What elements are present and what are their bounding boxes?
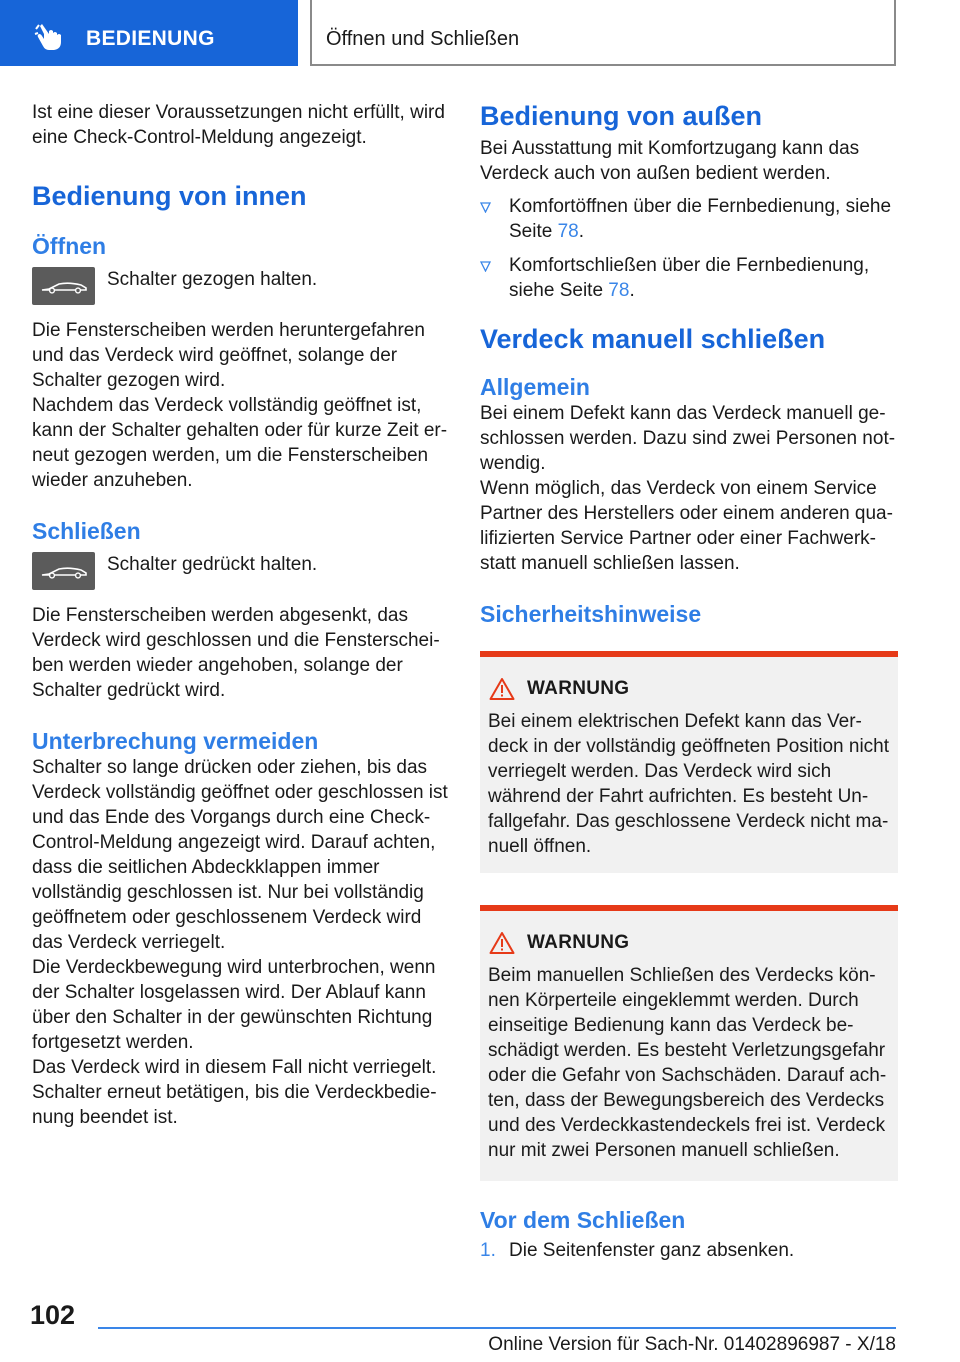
close-switch-row	[32, 552, 450, 590]
triangle-bullet-icon	[480, 202, 491, 213]
list-item	[480, 1238, 898, 1263]
warning-triangle-icon	[489, 931, 515, 955]
open-paragraph-2: Nachdem das Verdeck vollständig geöffnet ist, kann der Schalter gehalten oder für kurze Zeit erneut gezogen werden, um die Fensterscheiben wieder anzuheben.	[32, 395, 448, 491]
warning-text: Bei einem elektrischen Defekt kann das Verdeck in der vollständig geöffneten Position nicht verriegelt werden. Das Verdeck wird sich während der Fahrt aufrichten. Es besteht Unfallgefahr. Das geschlossene Verdeck nicht manuell öffnen.	[488, 711, 890, 857]
step-text: Die Seitenfenster ganz absenken.	[509, 1240, 795, 1261]
section-title-manual-close: Verdeck manuell schließen	[480, 324, 826, 354]
open-switch-text: Schalter gezogen halten.	[107, 269, 318, 290]
step-number: 1.	[480, 1240, 496, 1261]
warning-label: WARNUNG	[527, 678, 630, 699]
general-paragraph-1: Bei einem Defekt kann das Verdeck manuell geschlossen werden. Dazu sind zwei Personen notwendig.	[480, 403, 896, 474]
page-title: Öffnen und Schließen	[326, 28, 520, 50]
footer-divider	[98, 1327, 896, 1329]
close-paragraph-1: Die Fensterscheiben werden abgesenkt, das Verdeck wird geschlossen und die Fensterscheiben werden wieder angehoben, solange der Schalter gedrückt wird.	[32, 605, 440, 701]
section-title-outside: Bedienung von außen	[480, 101, 763, 131]
outside-paragraph: Bei Ausstattung mit Komfortzugang kann das Verdeck auch von außen bedient werden.	[480, 138, 860, 184]
subtitle-open: Öffnen	[32, 233, 107, 259]
page-link[interactable]: 78	[557, 221, 579, 242]
list-item: Komfortöffnen über die Fernbedienung, siehe Seite 78.	[480, 194, 898, 244]
warning-triangle-icon	[489, 677, 515, 701]
list-item: Komfortschließen über die Fernbedienung, siehe Seite 78.	[480, 253, 898, 303]
subtitle-before-close: Vor dem Schließen	[480, 1207, 686, 1233]
convertible-roof-switch-icon	[32, 552, 95, 590]
avoid-paragraph-2: Die Verdeckbewegung wird unterbrochen, wenn der Schalter losgelassen wird. Der Ablauf kann über den Schalter in der gewünschten Richtung fortgesetzt werden.	[32, 957, 436, 1053]
outside-list	[480, 194, 898, 303]
general-paragraph-2: Wenn möglich, das Verdeck von einem Service Partner des Herstellers oder einem anderen qualifizierten Service Partner oder einer Fachwerkstatt manuell schließen lassen.	[480, 478, 893, 574]
subtitle-safety: Sicherheitshinweise	[480, 601, 702, 627]
intro-paragraph: Ist eine dieser Voraussetzungen nicht erfüllt, wird eine Check-Control-Meldung angezeigt.	[32, 102, 445, 148]
triangle-bullet-icon	[480, 261, 491, 272]
avoid-paragraph-3: Das Verdeck wird in diesem Fall nicht verriegelt. Schalter erneut betätigen, bis die Verdeckbedienung beendet ist.	[32, 1057, 437, 1128]
right-column	[480, 100, 898, 1263]
warning-header	[488, 677, 890, 701]
section-title-inside: Bedienung von innen	[32, 181, 307, 211]
open-paragraph-1: Die Fensterscheiben werden heruntergefahren und das Verdeck wird geöffnet, solange der Schalter gezogen wird.	[32, 320, 425, 391]
avoid-paragraph-1: Schalter so lange drücken oder ziehen, bis das Verdeck vollständig geöffnet oder geschlossen ist und das Ende des Vorgangs durch eine Check-Control-Meldung angezeigt wird. Darauf achten, dass die seitlichen Abdeckklappen immer vollständig geschlossen ist. Nur bei vollständig geöffnetem oder geschlossenem Verdeck wird das Verdeck verriegelt.	[32, 757, 448, 953]
footer-text: Online Version für Sach-Nr. 01402896987 - X/18	[488, 1334, 896, 1355]
warning-box	[480, 905, 898, 1181]
warning-label: WARNUNG	[527, 932, 630, 953]
warning-header	[488, 931, 890, 955]
subtitle-avoid-interruption: Unterbrechung vermeiden	[32, 728, 319, 754]
left-column	[32, 100, 450, 1130]
subtitle-close: Schließen	[32, 518, 141, 544]
page-link[interactable]: 78	[608, 280, 630, 301]
open-switch-row	[32, 267, 450, 305]
steps-list	[480, 1238, 898, 1263]
close-switch-text: Schalter gedrückt halten.	[107, 554, 318, 575]
convertible-roof-switch-icon	[32, 267, 95, 305]
warning-text: Beim manuellen Schließen des Verdecks können Körperteile eingeklemmt werden. Durch einseitige Bedienung kann das Verdeck beschädigt werden. Es besteht Verletzungsgefahr oder die Gefahr von Sachschäden. Darauf achten, dass der Bewegungsbereich des Verdecks und des Verdeckkastendeckels frei ist. Verdeck nur mit zwei Personen manuell schließen.	[488, 965, 887, 1161]
pointing-hand-icon	[34, 22, 64, 52]
chapter-tab[interactable]	[0, 0, 298, 66]
warning-box	[480, 651, 898, 873]
subtitle-general: Allgemein	[480, 374, 590, 400]
chapter-tab-label: BEDIENUNG	[86, 27, 215, 50]
page-number: 102	[30, 1300, 76, 1330]
